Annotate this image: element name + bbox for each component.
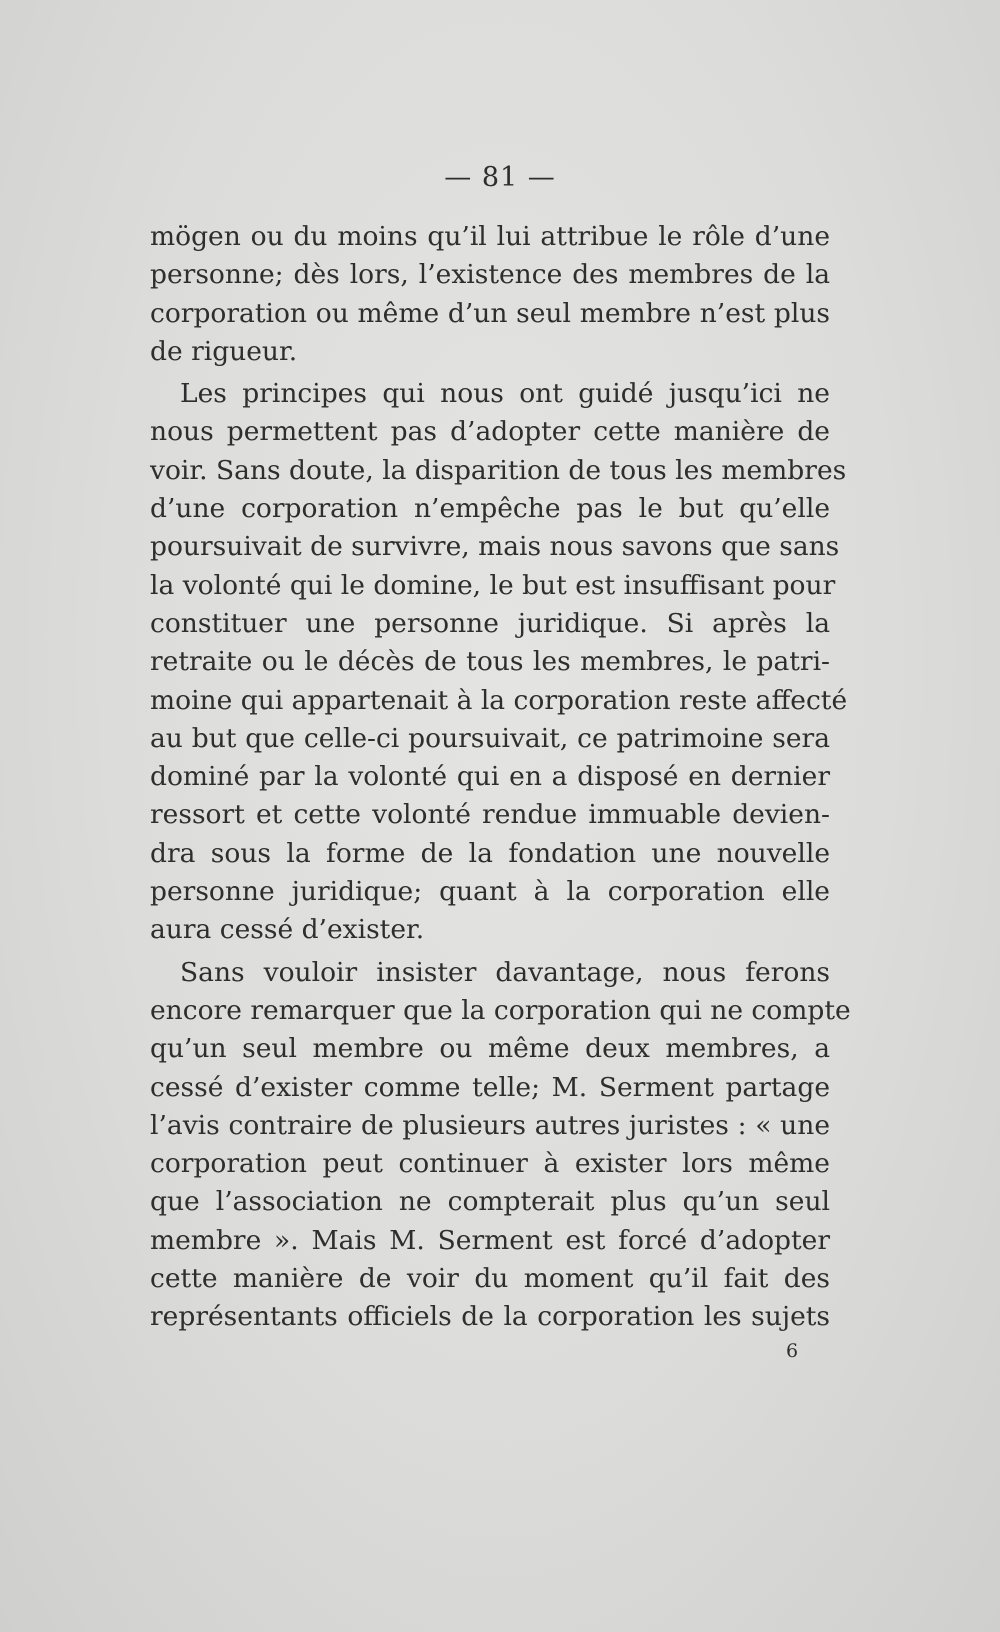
text-line: ressort et cette volonté rendue immuable devien- xyxy=(150,799,830,831)
text-line: personne; dès lors, l’existence des membres de la xyxy=(150,259,830,291)
text-line: mögen ou du moins qu’il lui attribue le rôle d’une xyxy=(150,221,830,252)
paragraph-2 xyxy=(150,375,848,949)
text-line: Sans vouloir insister davantage, nous ferons xyxy=(180,956,830,988)
text-line: Les principes qui nous ont guidé jusqu’ici ne xyxy=(180,378,830,410)
text-line: dra sous la forme de la fondation une nouvelle xyxy=(150,837,830,869)
page-number: — 81 — xyxy=(444,162,556,193)
body-text xyxy=(150,218,851,1341)
text-line: corporation ou même d’un seul membre n’est plus xyxy=(150,297,830,329)
text-line: dominé par la volonté qui en a disposé en dernier xyxy=(150,761,830,793)
text-line: corporation peut continuer à exister lors même xyxy=(150,1148,830,1180)
text-line: cessé d’exister comme telle; M. Serment partage xyxy=(150,1071,830,1103)
text-line: cette manière de voir du moment qu’il fait des xyxy=(150,1263,830,1295)
text-line: d’une corporation n’empêche pas le but qu’elle xyxy=(150,493,830,525)
text-line: de rigueur. xyxy=(150,335,298,367)
signature-mark: 6 xyxy=(786,1340,799,1362)
text-line: retraite ou le décès de tous les membres, le patri- xyxy=(150,646,830,678)
text-line: constituer une personne juridique. Si après la xyxy=(150,607,830,639)
text-line: personne juridique; quant à la corporation elle xyxy=(150,876,830,908)
text-line: que l’association ne compterait plus qu’un seul xyxy=(150,1186,830,1218)
paragraph-3 xyxy=(150,954,851,1337)
text-line: l’avis contraire de plusieurs autres juristes : « une xyxy=(150,1109,830,1141)
text-line: encore remarquer que la corporation qui ne compte xyxy=(150,994,851,1026)
text-line: voir. Sans doute, la disparition de tous les membres xyxy=(150,454,847,486)
paragraph-1 xyxy=(150,218,830,371)
text-line: poursuivait de survivre, mais nous savons que sans xyxy=(150,531,840,563)
text-line: la volonté qui le domine, le but est insuffisant pour xyxy=(150,569,836,601)
text-line: au but que celle-ci poursuivait, ce patrimoine sera xyxy=(150,722,830,754)
text-line: qu’un seul membre ou même deux membres, a xyxy=(150,1033,830,1065)
text-line: membre ». Mais M. Serment est forcé d’adopter xyxy=(150,1224,830,1256)
text-line: aura cessé d’exister. xyxy=(150,914,425,946)
text-line: nous permettent pas d’adopter cette manière de xyxy=(150,416,830,448)
text-line: moine qui appartenait à la corporation reste affecté xyxy=(150,684,848,716)
text-line: représentants officiels de la corporation les sujets xyxy=(150,1301,830,1333)
